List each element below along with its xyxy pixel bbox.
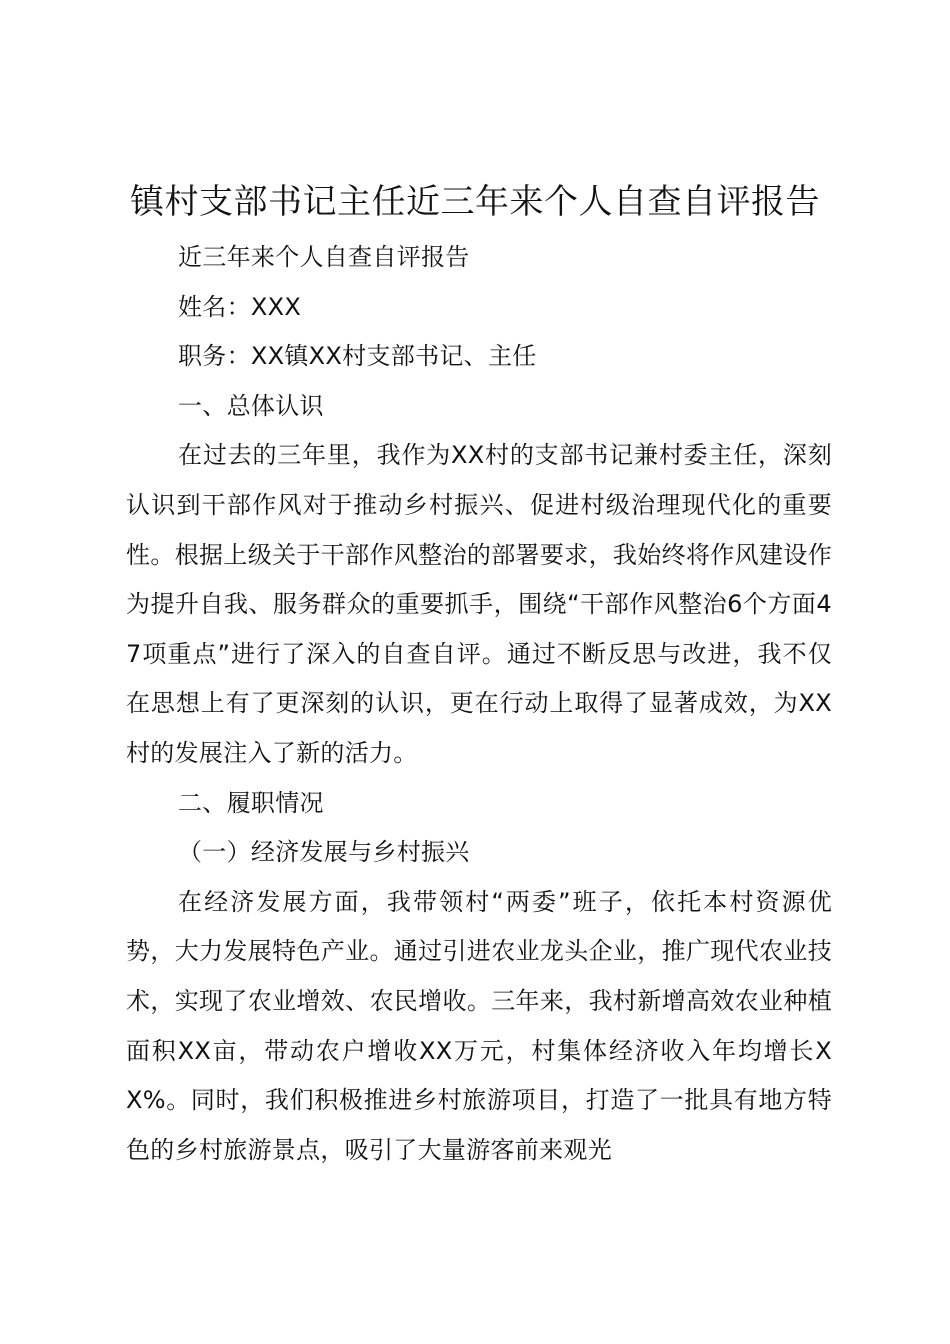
name-paragraph: 姓名：XXX	[178, 292, 302, 321]
overall-paragraph: 在过去的三年里，我作为XX村的支部书记兼村委主任，深刻认识到干部作风对于推动乡村振兴、促进村级治理现代化的重要性。根据上级关于干部作风整治的部署要求，我始终将作风建设作为提升自我、服务群众的重要抓手，围绕“干部作风整治6个方面47项重点”进行了深入的自查自评。通过不断反思与改进，我不仅在思想上有了更深刻的认识，更在行动上取得了显著成效，为XX村的发展注入了新的活力。	[126, 441, 832, 767]
subtitle-paragraph: 近三年来个人自查自评报告	[178, 243, 470, 271]
section-heading-duties: 二、履职情况	[178, 788, 324, 817]
document-title: 镇村支部书记主任近三年来个人自查自评报告	[130, 182, 820, 222]
subsection-heading-economy: （一）经济发展与乡村振兴	[178, 838, 470, 867]
section-heading-overall: 一、总体认识	[178, 391, 324, 420]
document-body	[126, 233, 832, 1175]
position-paragraph: 职务：XX镇XX村支部书记、主任	[178, 342, 537, 371]
economy-paragraph: 在经济发展方面，我带领村“两委”班子，依托本村资源优势，大力发展特色产业。通过引进农业龙头企业，推广现代农业技术，实现了农业增效、农民增收。三年来，我村新增高效农业种植面积XX亩，带动农户增收XX万元，村集体经济收入年均增长XX%。同时，我们积极推进乡村旅游项目，打造了一批具有地方特色的乡村旅游景点，吸引了大量游客前来观光	[126, 887, 832, 1164]
